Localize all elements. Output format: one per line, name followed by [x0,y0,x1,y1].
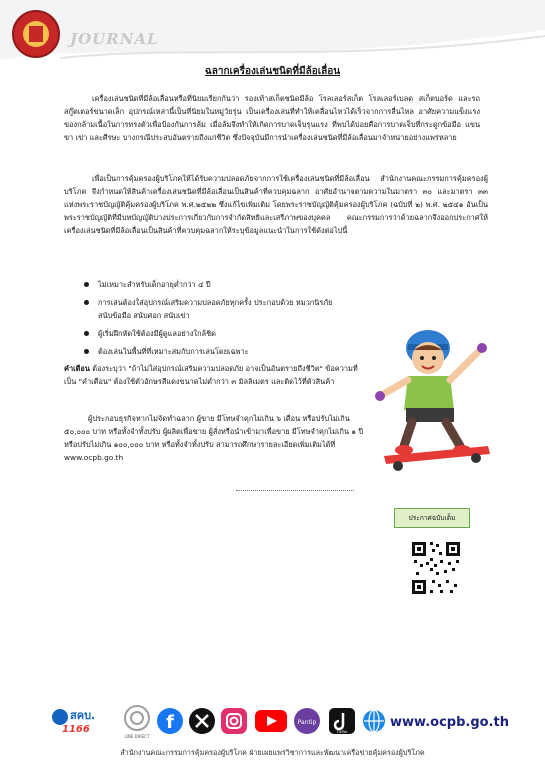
warning-paragraph [64,362,364,388]
svg-text:www.ocpb.go.th: www.ocpb.go.th [390,715,509,730]
full-announcement-button[interactable]: ประกาศฉบับเต็ม [394,508,470,528]
qr-code[interactable] [410,540,462,596]
svg-text:LINE DIRECT: LINE DIRECT [124,734,150,739]
bullet-icon [84,331,89,336]
bullet-icon [84,349,89,354]
list-item: ไม่เหมาะสำหรับเด็กอายุต่ำกว่า ๔ ปี [84,278,334,291]
list-item: การเล่นต้องใส่อุปกรณ์เสริมความปลอดภัยทุกครั้ง ประกอบด้วย หมวกนิรภัย สนับข้อมือ สนับศอก สนับเข่า [84,296,334,322]
line-direct-icon[interactable] [120,704,154,739]
warning-label: คำเตือน [64,364,90,373]
header [0,0,545,72]
agency-logo [12,10,60,58]
intro-paragraph: เครื่องเล่นชนิดที่มีล้อเลื่อนหรือที่นิยมเรียกกันว่า รองเท้าสเก็ตชนิดมีล้อ โรลเลอร์สเก็ต โรลเลอร์เบลด สเก็ตบอร์ด และรถสกู๊ตเตอร์ขนาดเล็ก อุปกรณ์เหล่านี้เป็นที่นิยมในหมู่วัยรุ่น เป็นเครื่องเล่นที่ทำให้เคลื่อนไหวได้เร็วจากการลื่นไหล อาศัยความแข็งแรงของกล้ามเนื้อในการทรงตัวเพื่อป้องกันการล้ม เมื่อล้มจึงทำให้เกิดการบาดเจ็บรุนแรง ที่พบได้บ่อยคือการบาดเจ็บที่กระดูกข้อมือ แขน ขา เข่า และศีรษะ บางกรณีประสบอันตรายถึงแก่ชีวิต ซึ่งปัจจุบันมีการนำเครื่องเล่นชนิดที่มีล้อเลื่อนมาจำหน่ายอย่างแพร่หลาย [64,94,480,143]
x-twitter-icon[interactable] [188,707,216,735]
hotline-1166-logo[interactable] [50,705,116,733]
bullet-icon [84,300,89,305]
instagram-icon[interactable] [220,707,248,735]
svg-text:สคบ.: สคบ. [70,709,96,722]
regulation-paragraph: เพื่อเป็นการคุ้มครองผู้บริโภคให้ได้รับความปลอดภัยจากการใช้เครื่องเล่นชนิดที่มีล้อเลื่อน สำนักงานคณะกรรมการคุ้มครองผู้บริโภค จึงกำหนดให้สินค้าเครื่องเล่นชนิดที่มีล้อเลื่อนเป็นสินค้าที่ควบคุมฉลาก อาศัยอำนาจตามความในมาตรา ๓๐ และมาตรา ๓๓ แห่งพระราชบัญญัติคุ้มครองผู้บริโภค พ.ศ.๒๕๒๒ ซึ่งแก้ไขเพิ่มเติม โดยพระราชบัญญัติคุ้มครองผู้บริโภค (ฉบับที่ ๒) พ.ศ. ๒๕๔๑ อันเป็นพระราชบัญญัติที่มีบทบัญญัติบางประการเกี่ยวกับการจำกัดสิทธิและเสรีภาพของบุคคล คณะกรรมการว่าด้วยฉลากจึงออกประกาศให้เครื่องเล่นชนิดที่มีล้อเลื่อนเป็นสินค้าที่ควบคุมฉลากให้ระบุข้อมูลแนะนำในการใช้ดังต่อไปนี้ [64,174,488,236]
svg-text:f: f [166,712,174,733]
skateboarder-illustration [370,318,502,478]
pantip-icon[interactable] [292,707,322,735]
list-item: ผู้เริ่มฝึกหัดใช้ต้องมีผู้ดูแลอย่างใกล้ชิด [84,327,334,340]
bullet-icon [84,282,89,287]
website-link[interactable] [362,707,520,735]
facebook-icon[interactable] [156,707,184,735]
agency-footer-text: สำนักงานคณะกรรมการคุ้มครองผู้บริโภค ฝ่ายเผยแพร่วิชาการและพัฒนาเครือข่ายคุ้มครองผู้บริโภค [120,748,425,757]
page-title: ฉลากเครื่องเล่นชนิดที่มีล้อเลื่อน [204,66,341,77]
penalty-paragraph: ผู้ประกอบธุรกิจหากไม่จัดทำฉลาก ผู้ขาย มีโทษจำคุกไม่เกิน ๖ เดือน หรือปรับไม่เกิน ๕๐,๐๐๐ บาท หรือทั้งจำทั้งปรับ ผู้ผลิตเพื่อขาย ผู้สั่งหรือนำเข้ามาเพื่อขาย มีโทษจำคุกไม่เกิน ๑ ปี หรือปรับไม่เกิน ๑๐๐,๐๐๐ บาท หรือทั้งจำทั้งปรับ สามารถศึกษารายละเอียดเพิ่มเติมได้ที่ www.ocpb.go.th [64,414,364,462]
svg-text:1166: 1166 [62,724,90,735]
youtube-icon[interactable] [254,708,288,736]
journal-wordmark: JOURNAL [70,30,159,48]
svg-text:TikTok: TikTok [336,730,348,734]
tiktok-icon[interactable] [328,707,356,735]
warning-text: ต้องระบุว่า "ถ้าไม่ใส่อุปกรณ์เสริมความปลอดภัย อาจเป็นอันตรายถึงชีวิต" ข้อความที่เป็น "คำเตือน" ต้องใช้ตัวอักษรสีแดงขนาดไม่ต่ำกว่า ๓ มิลลิเมตร และติดไว้ที่ตัวสินค้า [64,364,358,386]
dotted-divider [236,490,354,491]
svg-text:Pantip: Pantip [297,719,317,726]
list-item: ต้องเล่นในพื้นที่ที่เหมาะสมกับการเล่นโดยเฉพาะ [84,345,334,358]
requirement-list [84,278,334,363]
